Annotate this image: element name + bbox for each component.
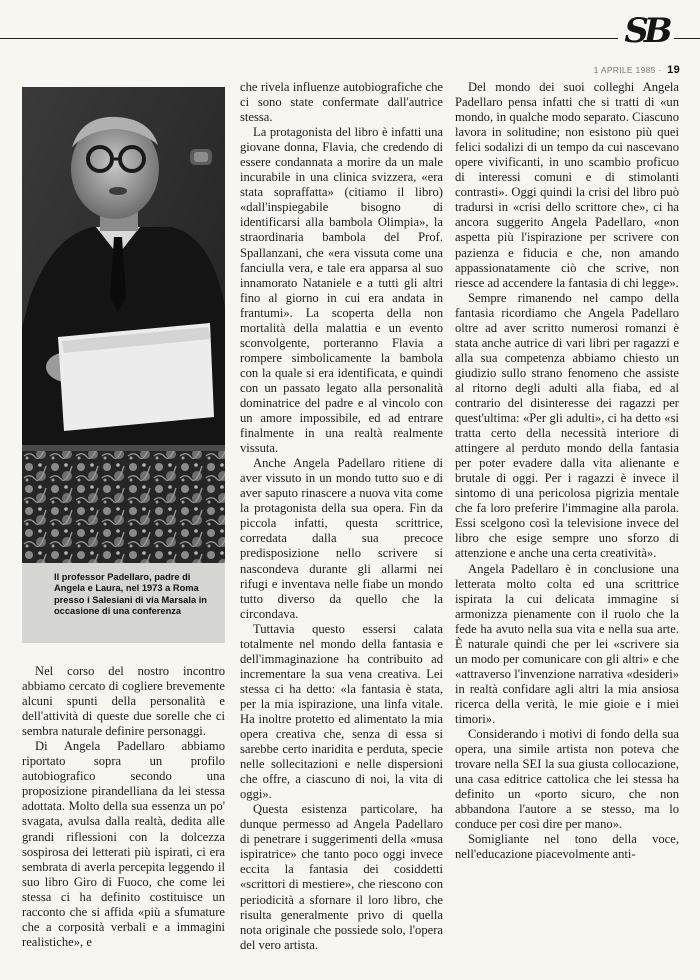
paragraph: Sempre rimanendo nel campo della fantasia ricordiamo che Angela Padellaro oltre ad aver scritto numerosi romanzi è stata anche autrice di vari libri per ragazzi e alla sua competenza abbiamo chiesto un giudizio sullo strano fenomeno che assiste al ritorno degli adulti alla fiaba, ed al contrario del disinteresse dei ragazzi per quest'ultima: «Per gli adulti», ci ha detto «si tratta certo della necessità interiore di attingere al perduto mondo della fantasia per poter evadere dalla vita alienante e brutale di oggi. Per i ragazzi è invece il sintomo di una pericolosa pigrizia mentale che fa loro preferire l'immagine alla parola. Essi scelgono così la televisione invece del libro che esige sempre uno sforzo di attenzione e anche una certa creatività». [455,290,679,561]
article-column-2 [240,80,443,953]
paragraph: Angela Padellaro è in conclusione una letterata molto colta ed una scrittrice ispirata la cui delicata immagine si armonizza pienamente con il ruolo che la fede ha avuto nella sua vita e nella sua arte. È naturale quindi che per lei «scrivere sia un modo per comunicare con gli altri» e che «attraverso l'invenzione narrativa «desideri» in realtà confidare agli altri la mia ansiosa ricerca della verità, le mie gioie e i miei timori». [455,561,679,726]
folio [594,64,680,76]
photo-caption: Il professor Padellaro, padre di Angela e Laura, nel 1973 a Roma presso i Salesiani di via Marsala in occasione di una conferenza [22,563,225,643]
paragraph: Del mondo dei suoi colleghi Angela Padellaro pensa infatti che si tratti di «un mondo, in qualche modo separato. Ciascuno lavora in solitudine; non esistono più quei felici sodalizi di un tempo da cui nascevano opere vivificanti, in uno scambio proficuo di interessi comuni e di stimolanti contrasti». Oggi quindi la crisi del libro può tradursi in «crisi dello scrittore che», ci ha ancora suggerito Angela Padellaro, «non aspetta più l'ispirazione per scrivere con pazienza e fiducia e che, non amando appassionatamente ciò che scrive, non riesce ad accendere la fantasia di chi legge». [455,80,679,290]
article-column-3 [455,80,679,862]
header-rule [0,38,700,39]
paragraph: La protagonista del libro è infatti una giovane donna, Flavia, che credendo di essere condannata a morire da un male incurabile in una clinica svizzera, «era stata sopraffatta» (citiamo il libro) «dall'inspiegabile bisogno di identificarsi alla bambola Olimpia», la straordinaria bambola del Prof. Spallanzani, che «era vissuta come una fanciulla vera, e tale era apparsa al suo innamorato Nataniele e a tutti gli altri fino al giorno in cui era andata in frantumi». La scoperta della non mortalità della malattia e un evento sconvolgente, porteranno Flavia a rompere simbolicamente la bambola con la quale si era identificata, e quindi con un passato legato alla personalità dominatrice del padre e al vincolo con un amore impossibile, ed ad entrare finalmente in una realtà realmente vissuta. [240,125,443,456]
paragraph: Questa esistenza particolare, ha dunque permesso ad Angela Padellaro di penetrare i suggerimenti della «musa ispiratrice» che tanto poco oggi invece eccita la fantasia dei cosiddetti «scrittori di mestiere», che riescono con periodicità a sfornare il loro libro, che risulta generalmente privo di quella nota originale che possiede solo, l'opera del vero artista. [240,802,443,952]
paragraph: Tuttavia questo essersi calata totalmente nel mondo della fantasia e dell'immaginazione ha contribuito ad incrementare la sua vena creativa. Lei stessa ci ha detto: «la fantasia è stata, per la mia ispirazione, una linfa vitale. Ha inoltre protetto ed alimentato la mia opera creativa che, senza di essa si sarebbe certo inaridita e perduta, specie nelle sollecitazioni e nelle dispersioni che offre, a ciascuno di noi, la vita di oggi». [240,621,443,802]
paragraph: Considerando i motivi di fondo della sua opera, una simile artista non poteva che trovare nella SEI la sua giusta collocazione, una casa editrice cattolica che lei stessa ha definito un «porto sicuro, che non abbandona l'autore a se stesso, ma lo conduce per così dire per mano». [455,727,679,832]
photo-illustration [22,87,225,563]
issue-date: 1 APRILE 1985 [593,65,656,75]
magazine-logo: SB [618,8,674,54]
paragraph: Somigliante nel tono della voce, nell'educazione piacevolmente anti- [455,832,679,862]
paragraph: che rivela influenze autobiografiche che ci sono state confermate dall'autrice stessa. [240,80,443,125]
article-column-1 [22,664,225,950]
paragraph: Nel corso del nostro incontro abbiamo cercato di cogliere brevemente alcuni spunti della personalità e dell'attività di queste due sorelle che ci sembra naturale definire personaggi. [22,664,225,739]
speaker-photo [22,87,225,563]
page-number: 19 [667,64,680,76]
paragraph: Anche Angela Padellaro ritiene di aver vissuto in un mondo tutto suo e di aver saputo rinascere a nuova vita come la protagonista della sua opera. Fin da piccola infatti, questa scrittrice, corredata dalla sua precoce predisposizione nello scrivere si nascondeva durante gli allarmi nei rifugi e inventava nelle fiabe un mondo tutto diverso da quello che la circondava. [240,456,443,621]
folio-separator: · [658,65,662,75]
paragraph: Di Angela Padellaro abbiamo riportato sopra un profilo autobiografico secondo una proposizione pirandelliana da lei stessa adottata. Molto della sua essenza un po' svagata, avulsa dalla realtà, dedita alle grandi riflessioni con la dolcezza sospirosa dei letterati più ispirati, ci era sembrata di averla percepita leggendo il suo libro Giro di Fuoco, che come lei stessa ci ha definito costituisce un racconto che si affida «più a sfumature che a corposità verbali e a immagini realistiche», e [22,739,225,949]
